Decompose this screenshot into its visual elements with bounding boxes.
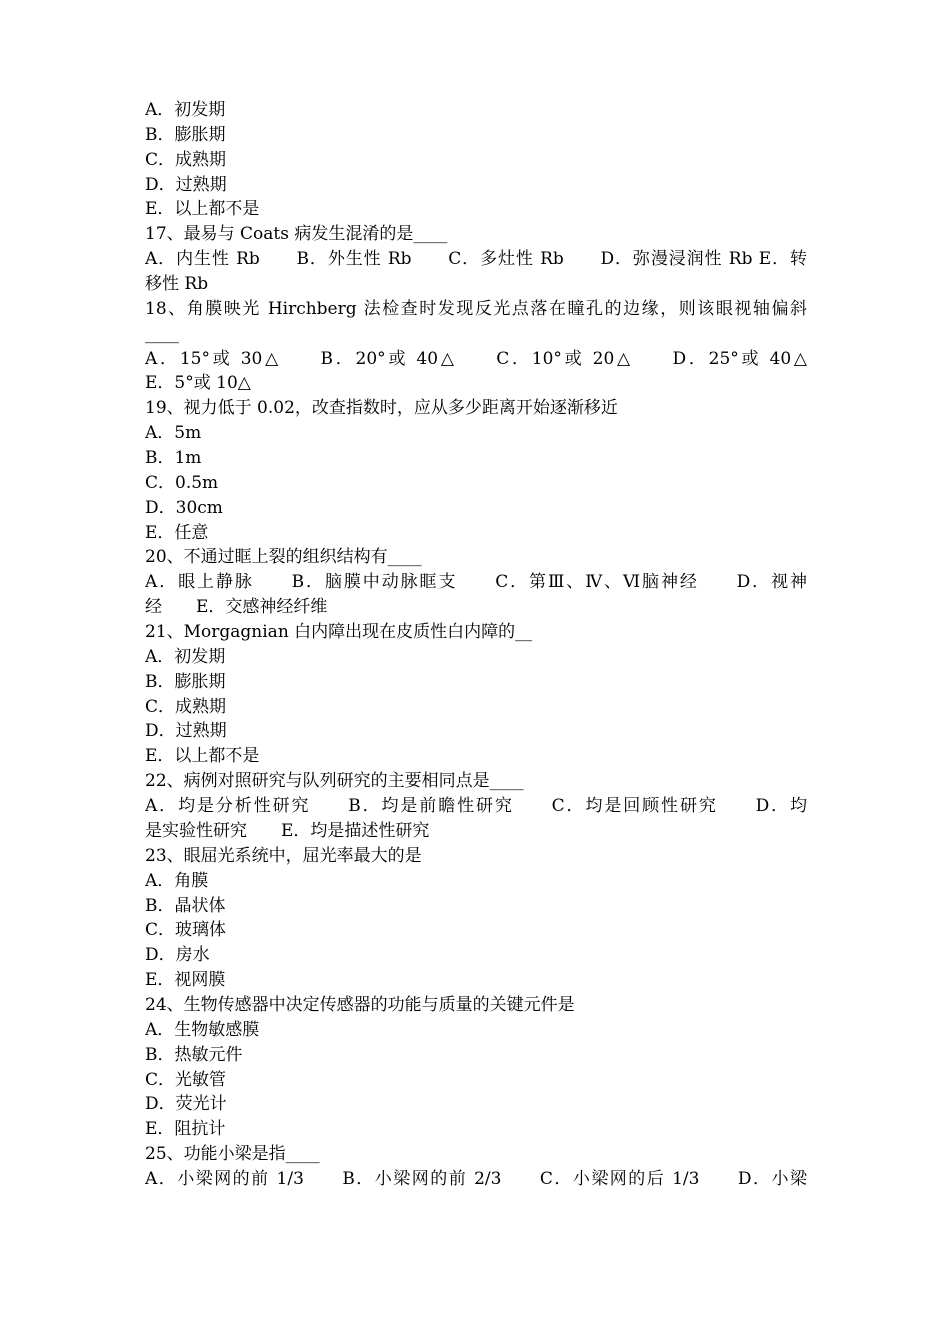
option-line: C．光敏管: [145, 1069, 227, 1090]
option-line: E．以上都不是: [145, 746, 260, 767]
question-18: 18、角膜映光 Hirchberg 法检查时发现反光点落在瞳孔的边缘，则该眼视轴偏斜: [145, 298, 807, 319]
option-line: A．初发期: [145, 646, 226, 667]
option-line: B．膨胀期: [145, 124, 226, 145]
option-line: A．初发期: [145, 100, 226, 120]
option-line: C．玻璃体: [145, 920, 227, 941]
option-line: E．以上都不是: [145, 199, 260, 220]
options-line: A．均是分析性研究 B．均是前瞻性研究 C．均是回顾性研究 D．均: [145, 796, 807, 817]
option-line: D．房水: [145, 945, 210, 966]
option-line: D．过熟期: [145, 174, 227, 195]
document-page: [145, 98, 807, 1192]
question-24: 24、生物传感器中决定传感器的功能与质量的关键元件是: [145, 994, 575, 1015]
options-line: A．内生性 Rb B．外生性 Rb C．多灶性 Rb D．弥漫浸润性 Rb E．转: [145, 249, 807, 270]
option-line: E．视网膜: [145, 970, 226, 991]
options-line: A．眼上静脉 B．脑膜中动脉眶支 C．第Ⅲ、Ⅳ、Ⅵ脑神经 D．视神: [145, 572, 807, 593]
question-blank: ____: [145, 323, 179, 344]
option-line: D．荧光计: [145, 1094, 227, 1115]
option-line: B．1m: [145, 448, 202, 469]
option-line: A．生物敏感膜: [145, 1019, 260, 1040]
option-line: E．阻抗计: [145, 1119, 226, 1140]
option-line: C．成熟期: [145, 149, 227, 170]
question-17: 17、最易与 Coats 病发生混淆的是____: [145, 224, 448, 245]
question-23: 23、眼屈光系统中，屈光率最大的是: [145, 845, 422, 866]
question-25: 25、功能小梁是指____: [145, 1144, 320, 1165]
question-21: 21、Morgagnian 白内障出现在皮质性白内障的__: [145, 622, 533, 643]
options-line: A．小梁网的前 1/3 B．小梁网的前 2/3 C．小梁网的后 1/3 D．小梁: [145, 1168, 807, 1189]
option-line: A．5m: [145, 423, 202, 444]
question-20: 20、不通过眶上裂的组织结构有____: [145, 547, 422, 568]
options-line: 是实验性研究 E．均是描述性研究: [145, 820, 430, 841]
question-19: 19、视力低于 0.02，改查指数时，应从多少距离开始逐渐移近: [145, 398, 618, 419]
option-line: B．晶状体: [145, 895, 226, 916]
option-line: C．成熟期: [145, 696, 227, 717]
question-22: 22、病例对照研究与队列研究的主要相同点是____: [145, 771, 524, 792]
option-line: B．膨胀期: [145, 671, 226, 692]
options-line: 经 E．交感神经纤维: [145, 597, 328, 618]
options-line: A．15°或 30△ B．20°或 40△ C．10°或 20△ D．25°或 40△: [145, 348, 807, 369]
option-line: B．热敏元件: [145, 1044, 243, 1065]
options-line: E．5°或 10△: [145, 373, 251, 394]
option-line: D．30cm: [145, 497, 223, 518]
option-line: C．0.5m: [145, 472, 219, 493]
option-line: D．过熟期: [145, 721, 227, 742]
option-line: E．任意: [145, 522, 209, 543]
option-line: A．角膜: [145, 870, 209, 891]
options-line: 移性 Rb: [145, 274, 209, 295]
